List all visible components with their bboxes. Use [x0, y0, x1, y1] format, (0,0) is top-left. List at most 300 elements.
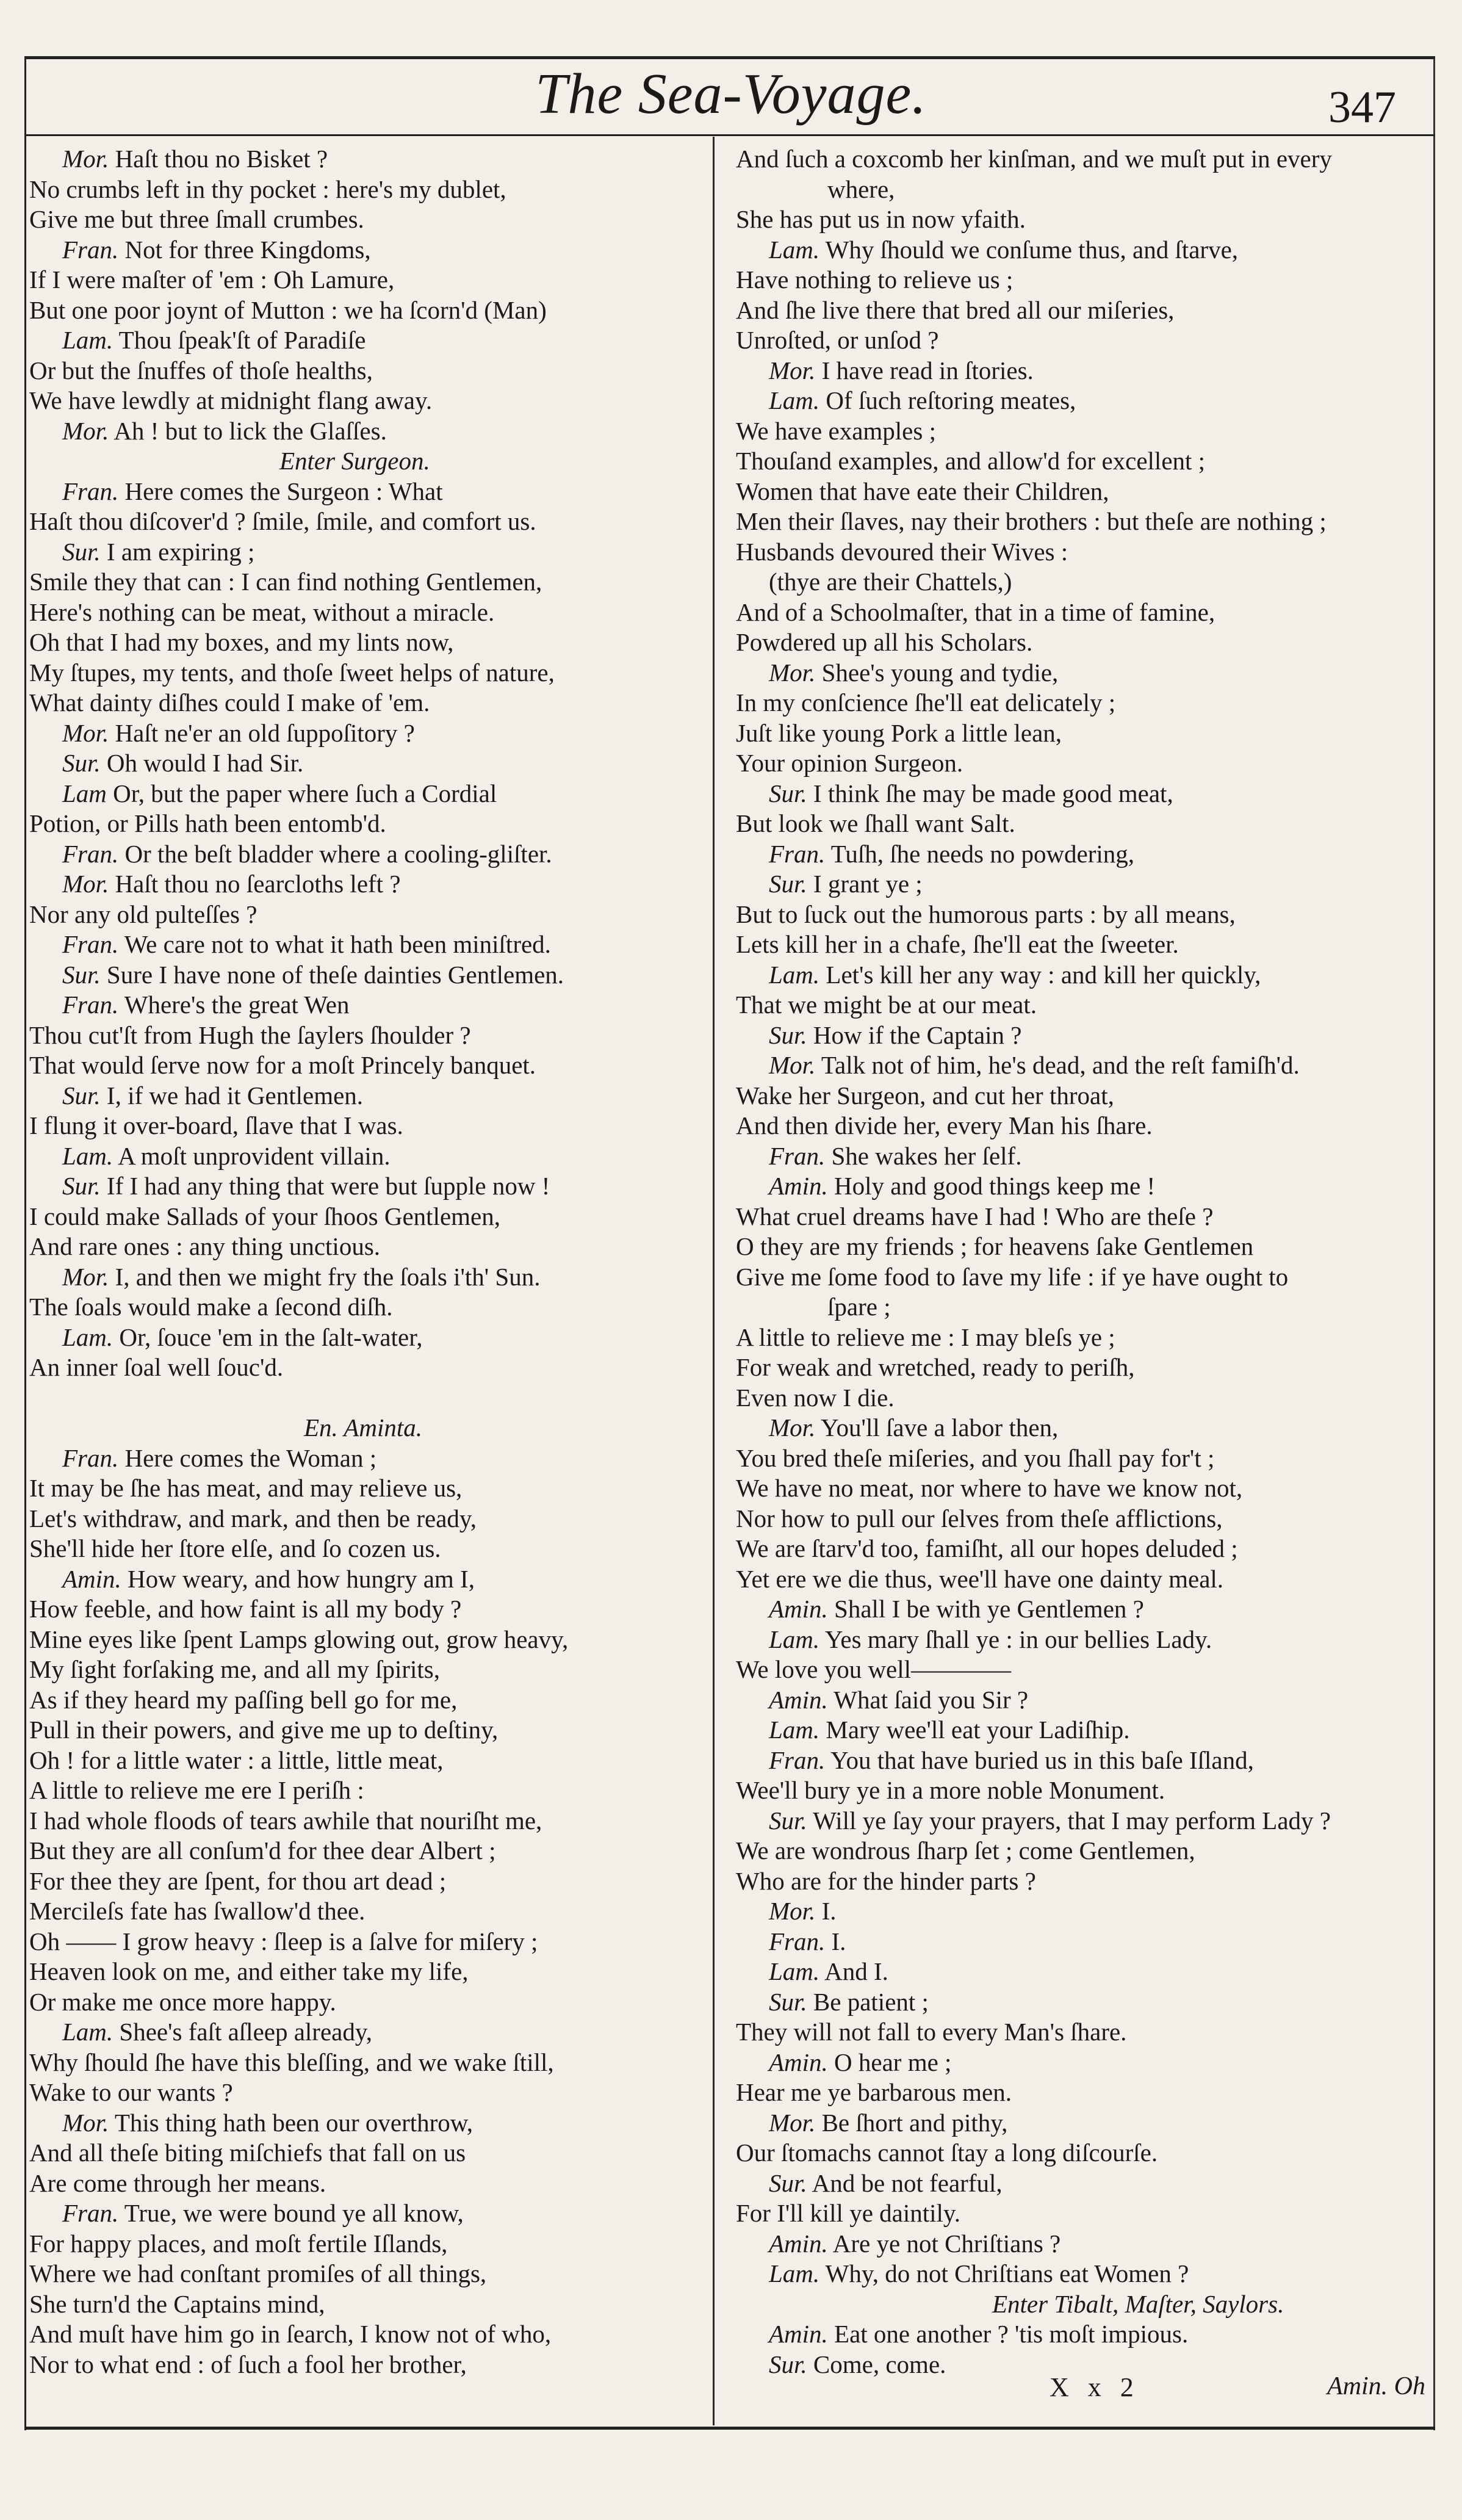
speech-line — [29, 1141, 708, 1172]
speech-line — [736, 2168, 1429, 2199]
line-text: Are come through her means. — [29, 2168, 326, 2197]
speech-line — [736, 356, 1429, 386]
verse-line — [736, 1262, 1429, 1293]
verse-line — [29, 1927, 708, 1957]
verse-line — [29, 1655, 708, 1685]
line-text: Why ſhould ſhe have this bleſſing, and we wake ſtill, — [29, 2048, 554, 2076]
line-text: We have examples ; — [736, 416, 936, 445]
line-text: She has put us in now yfaith. — [736, 205, 1026, 233]
line-text: Come, come. — [807, 2350, 946, 2378]
speech-line — [29, 235, 708, 265]
speech-line — [736, 1171, 1429, 1202]
line-text: Sure I have none of theſe dainties Gentlemen. — [100, 960, 564, 989]
line-text: Your opinion Surgeon. — [736, 749, 963, 777]
verse-line — [29, 1020, 708, 1051]
verse-line — [736, 1564, 1429, 1595]
verse-line — [29, 1594, 708, 1625]
line-text: Be ſhort and pithy, — [815, 2108, 1008, 2137]
line-text: Thou ſpeak'ſt of Paradiſe — [113, 326, 366, 354]
line-text: Where we had conſtant promiſes of all things, — [29, 2259, 487, 2287]
line-text: And all theſe biting miſchiefs that fall on us — [29, 2139, 466, 2167]
line-text: You that have buried us in this baſe Iſland, — [825, 1746, 1254, 1774]
speaker-name: Fran. — [769, 1746, 826, 1774]
line-text: And then divide her, every Man his ſhare. — [736, 1111, 1153, 1139]
line-text: Enter Surgeon. — [279, 447, 430, 475]
line-text: Not for three Kingdoms, — [118, 235, 371, 264]
line-text: She wakes her ſelf. — [825, 1141, 1022, 1170]
verse-line — [736, 2198, 1429, 2229]
stage-direction — [29, 1413, 708, 1443]
line-text: Give me but three ſmall crumbes. — [29, 205, 364, 233]
line-text: ſpare ; — [827, 1293, 891, 1321]
line-text: If I were maſter of 'em : Oh Lamure, — [29, 265, 395, 294]
speech-line — [29, 990, 708, 1020]
line-text: An inner ſoal well ſouc'd. — [29, 1353, 284, 1381]
verse-line — [29, 175, 708, 205]
speaker-name: Lam. — [62, 1141, 113, 1170]
speech-line — [736, 1715, 1429, 1746]
speech-line — [29, 748, 708, 779]
line-text: Nor to what end : of ſuch a fool her brother, — [29, 2350, 467, 2378]
verse-line — [29, 567, 708, 598]
line-text: For happy places, and moſt fertile Iſlands, — [29, 2229, 448, 2258]
speech-line — [29, 2198, 708, 2229]
verse-line — [29, 1685, 708, 1716]
speaker-name: Amin. — [769, 2320, 828, 2348]
line-text: Shee's faſt aſleep already, — [113, 2018, 372, 2046]
speech-line — [736, 1896, 1429, 1927]
speaker-name: Mor. — [769, 2108, 816, 2137]
right-column — [736, 144, 1429, 2380]
verse-line — [736, 2138, 1429, 2168]
line-text: O hear me ; — [827, 2048, 952, 2076]
verse-line — [736, 1081, 1429, 1111]
speech-line — [29, 1323, 708, 1353]
speech-line — [29, 1081, 708, 1111]
verse-line — [736, 265, 1429, 295]
line-text: Unroſted, or unſod ? — [736, 326, 939, 354]
line-text: Tuſh, ſhe needs no powdering, — [825, 839, 1135, 868]
speaker-name: Sur. — [62, 960, 101, 989]
verse-line — [29, 2289, 708, 2320]
speech-line — [736, 2319, 1429, 2350]
verse-line — [736, 325, 1429, 356]
line-text: Wake her Surgeon, and cut her throat, — [736, 1081, 1114, 1110]
verse-line — [736, 2078, 1429, 2108]
line-text: Or, ſouce 'em in the ſalt-water, — [113, 1323, 423, 1351]
line-text: Thouſand examples, and allow'd for excellent ; — [736, 447, 1206, 475]
line-text: How weary, and how hungry am I, — [121, 1564, 475, 1593]
line-text: Wake to our wants ? — [29, 2078, 233, 2106]
line-text: Shee's young and tydie, — [815, 658, 1059, 687]
speech-line — [736, 1050, 1429, 1081]
verse-line — [29, 265, 708, 295]
line-text: A little to relieve me : I may bleſs ye ; — [736, 1323, 1115, 1351]
speaker-name: Lam. — [769, 1625, 820, 1653]
speaker-name: Amin. — [769, 2229, 828, 2258]
verse-line — [29, 900, 708, 930]
speech-line — [29, 930, 708, 960]
speech-line — [736, 869, 1429, 900]
verse-line — [29, 809, 708, 839]
speech-line — [736, 1413, 1429, 1443]
verse-line — [29, 507, 708, 537]
line-text: En. Aminta. — [304, 1413, 422, 1442]
speech-line — [29, 325, 708, 356]
line-text: Here comes the Woman ; — [118, 1443, 377, 1472]
speaker-name: Lam. — [769, 1716, 820, 1744]
line-text: As if they heard my paſſing bell go for me, — [29, 1685, 458, 1714]
verse-line — [736, 1352, 1429, 1383]
line-text: Enter Tibalt, Maſter, Saylors. — [992, 2289, 1284, 2318]
speech-line — [736, 235, 1429, 265]
speech-line — [736, 1141, 1429, 1172]
speech-line — [736, 2048, 1429, 2078]
verse-line — [29, 1715, 708, 1746]
page-number: 347 — [1328, 82, 1396, 132]
line-text: Powdered up all his Scholars. — [736, 628, 1033, 656]
verse-line — [29, 1625, 708, 1655]
line-text: Mary wee'll eat your Ladiſhip. — [819, 1716, 1130, 1744]
speaker-name: Mor. — [769, 1897, 816, 1925]
speech-line — [736, 1957, 1429, 1987]
verse-line — [736, 809, 1429, 839]
line-text: Yes mary ſhall ye : in our bellies Lady. — [819, 1625, 1212, 1653]
line-text: Or make me once more happy. — [29, 1987, 336, 2016]
speaker-name: Sur. — [769, 1020, 807, 1049]
line-text: I have read in ſtories. — [815, 356, 1034, 384]
line-text: But they are all conſum'd for thee dear Albert ; — [29, 1836, 496, 1865]
speaker-name: Mor. — [62, 870, 109, 898]
speaker-name: Mor. — [769, 1413, 816, 1442]
line-text: What dainty diſhes could I make of 'em. — [29, 688, 430, 717]
verse-line — [736, 2017, 1429, 2048]
line-text: We care not to what it hath been miniſtred. — [118, 930, 551, 958]
speech-line — [29, 537, 708, 568]
line-text: I. — [815, 1897, 837, 1925]
speaker-name: Lam. — [62, 326, 113, 354]
line-text: What ſaid you Sir ? — [827, 1685, 1029, 1714]
line-text: Mercileſs fate has ſwallow'd thee. — [29, 1897, 366, 1925]
line-text: Oh that I had my boxes, and my lints now, — [29, 628, 454, 656]
speaker-name: Amin. — [769, 2048, 828, 2076]
line-text: This thing hath been our overthrow, — [109, 2108, 473, 2137]
speech-line — [736, 2108, 1429, 2139]
verse-line — [736, 204, 1429, 235]
line-text: Haſt thou diſcover'd ? ſmile, ſmile, and comfort us. — [29, 507, 536, 535]
verse-line — [736, 900, 1429, 930]
speaker-name: Sur. — [769, 779, 807, 807]
verse-line — [29, 295, 708, 326]
speech-line — [736, 960, 1429, 991]
speaker-name: Fran. — [62, 235, 119, 264]
verse-line — [736, 718, 1429, 749]
verse-line — [736, 1443, 1429, 1474]
speaker-name: Fran. — [769, 839, 826, 868]
catchword — [1327, 2372, 1425, 2401]
line-text: If I had any thing that were but ſupple now ! — [100, 1172, 550, 1200]
left-column — [29, 144, 708, 2380]
line-text: Nor any old pulteſſes ? — [29, 900, 257, 928]
verse-line — [736, 175, 1429, 205]
line-text: And muſt have him go in ſearch, I know not of who, — [29, 2320, 552, 2348]
verse-line — [736, 1232, 1429, 1262]
verse-line — [29, 1111, 708, 1141]
line-text: And I. — [819, 1957, 888, 1985]
verse-line — [29, 1775, 708, 1806]
verse-line — [29, 1232, 708, 1262]
line-text: Give me ſome food to ſave my life : if ye have ought to — [736, 1262, 1289, 1291]
line-text: Smile they that can : I can find nothing Gentlemen, — [29, 568, 542, 596]
verse-line — [29, 2229, 708, 2259]
line-text: Thou cut'ſt from Hugh the ſaylers ſhoulder ? — [29, 1020, 471, 1049]
line-text: Haſt thou no Bisket ? — [109, 145, 328, 173]
speech-line — [736, 1020, 1429, 1051]
verse-line — [29, 2138, 708, 2168]
speaker-name: Mor. — [769, 1051, 816, 1079]
line-text: where, — [827, 175, 895, 203]
verse-line — [29, 1866, 708, 1897]
speaker-name: Sur. — [62, 749, 101, 777]
line-text: We are wondrous ſharp ſet ; come Gentlemen, — [736, 1836, 1195, 1865]
line-text: Holy and good things keep me ! — [827, 1172, 1156, 1200]
speech-line — [29, 2108, 708, 2139]
verse-line — [736, 295, 1429, 326]
verse-line — [29, 356, 708, 386]
line-text: We love you well———— — [736, 1655, 1012, 1683]
line-text: Juſt like young Pork a little lean, — [736, 718, 1062, 747]
line-text: How if the Captain ? — [807, 1020, 1022, 1049]
line-text: But to ſuck out the humorous parts : by all means, — [736, 900, 1236, 928]
line-text: Haſt ne'er an old ſuppoſitory ? — [109, 718, 415, 747]
line-text: She'll hide her ſtore elſe, and ſo cozen us. — [29, 1534, 441, 1562]
verse-line — [736, 1111, 1429, 1141]
line-text: Or the beſt bladder where a cooling-gliſter. — [118, 839, 552, 868]
line-text: How feeble, and how faint is all my body ? — [29, 1595, 462, 1623]
verse-line — [29, 2168, 708, 2199]
line-text: O they are my friends ; for heavens ſake Gentlemen — [736, 1232, 1254, 1260]
line-text: Heaven look on me, and either take my life, — [29, 1957, 469, 1985]
speech-line — [29, 1443, 708, 1474]
speech-line — [736, 2259, 1429, 2289]
verse-line — [736, 1866, 1429, 1897]
speaker-name: Lam. — [769, 2259, 820, 2287]
verse-line — [736, 627, 1429, 658]
speaker-name: Sur. — [62, 1172, 101, 1200]
verse-line — [736, 1504, 1429, 1534]
line-text: I could make Sallads of your ſhoos Gentlemen, — [29, 1202, 500, 1230]
speaker-name: Sur. — [769, 870, 807, 898]
verse-line — [29, 2078, 708, 2108]
speaker-name: Lam. — [769, 235, 820, 264]
verse-line — [736, 1383, 1429, 1413]
line-text: She turn'd the Captains mind, — [29, 2289, 325, 2318]
verse-line — [736, 537, 1429, 568]
line-text: Let's kill her any way : and kill her quickly, — [819, 960, 1261, 989]
verse-line — [736, 507, 1429, 537]
verse-line — [736, 1473, 1429, 1504]
line-text: And ſhe live there that bred all our miſeries, — [736, 295, 1175, 324]
speaker-name: Sur. — [769, 2350, 807, 2378]
speech-line — [736, 1685, 1429, 1716]
line-text: Will ye ſay your prayers, that I may perform Lady ? — [807, 1806, 1331, 1835]
bottom-rule — [24, 2427, 1435, 2430]
line-text: And be not fearful, — [807, 2168, 1003, 2197]
verse-line — [29, 1383, 708, 1413]
speaker-name: Mor. — [62, 2108, 109, 2137]
verse-line — [736, 1775, 1429, 1806]
speech-line — [29, 960, 708, 991]
line-text: I flung it over-board, ſlave that I was. — [29, 1111, 403, 1139]
line-text: A little to relieve me ere I periſh : — [29, 1776, 364, 1804]
verse-line — [29, 1202, 708, 1232]
line-text: For I'll kill ye daintily. — [736, 2199, 960, 2227]
speech-line — [736, 1927, 1429, 1957]
line-text: You bred theſe miſeries, and you ſhall pay for't ; — [736, 1443, 1215, 1472]
line-text: Have nothing to relieve us ; — [736, 265, 1014, 294]
speaker-name: Sur. — [769, 1806, 807, 1835]
verse-line — [736, 990, 1429, 1020]
verse-line — [29, 2048, 708, 2078]
speaker-name: Mor. — [62, 1262, 109, 1291]
speech-line — [736, 1987, 1429, 2018]
column-divider — [713, 137, 715, 2425]
verse-line — [736, 1836, 1429, 1866]
verse-line — [736, 1655, 1429, 1685]
speech-line — [736, 779, 1429, 809]
line-text: My ſtupes, my tents, and thoſe ſweet helps of nature, — [29, 658, 555, 687]
line-text: It may be ſhe has meat, and may relieve us, — [29, 1474, 463, 1502]
speech-line — [29, 839, 708, 870]
line-text: Our ſtomachs cannot ſtay a long diſcourſe. — [736, 2139, 1158, 2167]
line-text: That would ſerve now for a moſt Princely banquet. — [29, 1051, 536, 1079]
line-text: And of a Schoolmaſter, that in a time of famine, — [736, 598, 1215, 626]
speaker-name: Fran. — [769, 1927, 826, 1955]
line-text: Where's the great Wen — [118, 991, 350, 1019]
verse-line — [29, 1836, 708, 1866]
verse-line — [29, 1896, 708, 1927]
line-text: Or, but the paper where ſuch a Cordial — [106, 779, 497, 807]
line-text: For weak and wretched, ready to periſh, — [736, 1353, 1135, 1381]
header-rule — [24, 134, 1435, 136]
speaker-name: Amin. — [769, 1685, 828, 1714]
verse-line — [736, 446, 1429, 477]
verse-line — [736, 598, 1429, 628]
speaker-name: Amin. — [62, 1564, 121, 1593]
line-text: Shall I be with ye Gentlemen ? — [827, 1595, 1144, 1623]
verse-line — [736, 567, 1429, 598]
speaker-name: Sur. — [62, 537, 101, 566]
catchword-text: Amin. Oh — [1327, 2372, 1425, 2400]
line-text: Potion, or Pills hath been entomb'd. — [29, 809, 386, 837]
speech-line — [29, 144, 708, 175]
verse-line — [29, 1292, 708, 1323]
line-text: Lets kill her in a chafe, ſhe'll eat the ſweeter. — [736, 930, 1179, 958]
speech-line — [736, 1746, 1429, 1776]
speaker-name: Fran. — [62, 839, 119, 868]
line-text: But look we ſhall want Salt. — [736, 809, 1015, 837]
line-text: Hear me ye barbarous men. — [736, 2078, 1012, 2106]
line-text: Wee'll bury ye in a more noble Monument. — [736, 1776, 1165, 1804]
line-text: Oh ! for a little water : a little, little meat, — [29, 1746, 444, 1774]
line-text: I am expiring ; — [100, 537, 255, 566]
line-text: Why ſhould we conſume thus, and ſtarve, — [819, 235, 1239, 264]
speech-line — [29, 779, 708, 809]
verse-line — [29, 1352, 708, 1383]
line-text: Pull in their powers, and give me up to deſtiny, — [29, 1716, 499, 1744]
line-text: Let's withdraw, and mark, and then be ready, — [29, 1504, 477, 1533]
line-text: Mine eyes like ſpent Lamps glowing out, grow heavy, — [29, 1625, 569, 1653]
line-text: My ſight forſaking me, and all my ſpirits, — [29, 1655, 440, 1683]
verse-line — [29, 1957, 708, 1987]
speaker-name: Lam — [62, 779, 107, 807]
speech-line — [29, 2017, 708, 2048]
verse-line — [736, 930, 1429, 960]
verse-line — [29, 1806, 708, 1836]
speaker-name: Fran. — [62, 2199, 119, 2227]
line-text: Why, do not Chriſtians eat Women ? — [819, 2259, 1189, 2287]
speaker-name: Fran. — [769, 1141, 826, 1170]
line-text: Women that have eate their Children, — [736, 477, 1109, 505]
line-text: For thee they are ſpent, for thou art dead ; — [29, 1866, 447, 1895]
speaker-name: Lam. — [769, 1957, 820, 1985]
speaker-name: Lam. — [62, 1323, 113, 1351]
line-text: Husbands devoured their Wives : — [736, 537, 1068, 566]
line-text: Are ye not Chriſtians ? — [827, 2229, 1061, 2258]
line-text: I think ſhe may be made good meat, — [807, 779, 1173, 807]
verse-line — [736, 416, 1429, 447]
verse-line — [29, 1746, 708, 1776]
line-text: True, we were bound ye all know, — [118, 2199, 464, 2227]
speech-line — [29, 869, 708, 900]
speaker-name: Lam. — [769, 386, 820, 414]
verse-line — [736, 1534, 1429, 1564]
verse-line — [736, 1323, 1429, 1353]
speaker-name: Lam. — [769, 960, 820, 989]
speaker-name: Amin. — [769, 1172, 828, 1200]
speech-line — [29, 1171, 708, 1202]
verse-line — [736, 748, 1429, 779]
line-text: Haſt thou no ſearcloths left ? — [109, 870, 401, 898]
verse-line — [29, 1504, 708, 1534]
verse-line — [736, 1292, 1429, 1323]
verse-line — [29, 386, 708, 416]
line-text: What cruel dreams have I had ! Who are theſe ? — [736, 1202, 1214, 1230]
line-text: Eat one another ? 'tis moſt impious. — [827, 2320, 1189, 2348]
line-text: I grant ye ; — [807, 870, 923, 898]
speech-line — [736, 386, 1429, 416]
line-text: We have lewdly at midnight flang away. — [29, 386, 433, 414]
running-title: The Sea-Voyage. — [535, 62, 927, 126]
speaker-name: Fran. — [62, 991, 119, 1019]
line-text: I had whole floods of tears awhile that nouriſht me, — [29, 1806, 542, 1835]
line-text: Of ſuch reſtoring meates, — [819, 386, 1076, 414]
line-text: We have no meat, nor where to have we know not, — [736, 1474, 1243, 1502]
speaker-name: Lam. — [62, 2018, 113, 2046]
speaker-name: Mor. — [769, 356, 816, 384]
line-text: (thye are their Chattels,) — [769, 568, 1012, 596]
speech-line — [736, 1594, 1429, 1625]
line-text: Oh —— I grow heavy : ſleep is a ſalve for miſery ; — [29, 1927, 538, 1955]
verse-line — [29, 2259, 708, 2289]
line-text: But one poor joynt of Mutton : we ha ſcorn'd (Man) — [29, 295, 547, 324]
verse-line — [29, 1534, 708, 1564]
line-text: Here comes the Surgeon : What — [118, 477, 443, 505]
verse-line — [29, 2350, 708, 2380]
speech-line — [29, 718, 708, 749]
verse-line — [29, 658, 708, 688]
speech-line — [736, 839, 1429, 870]
